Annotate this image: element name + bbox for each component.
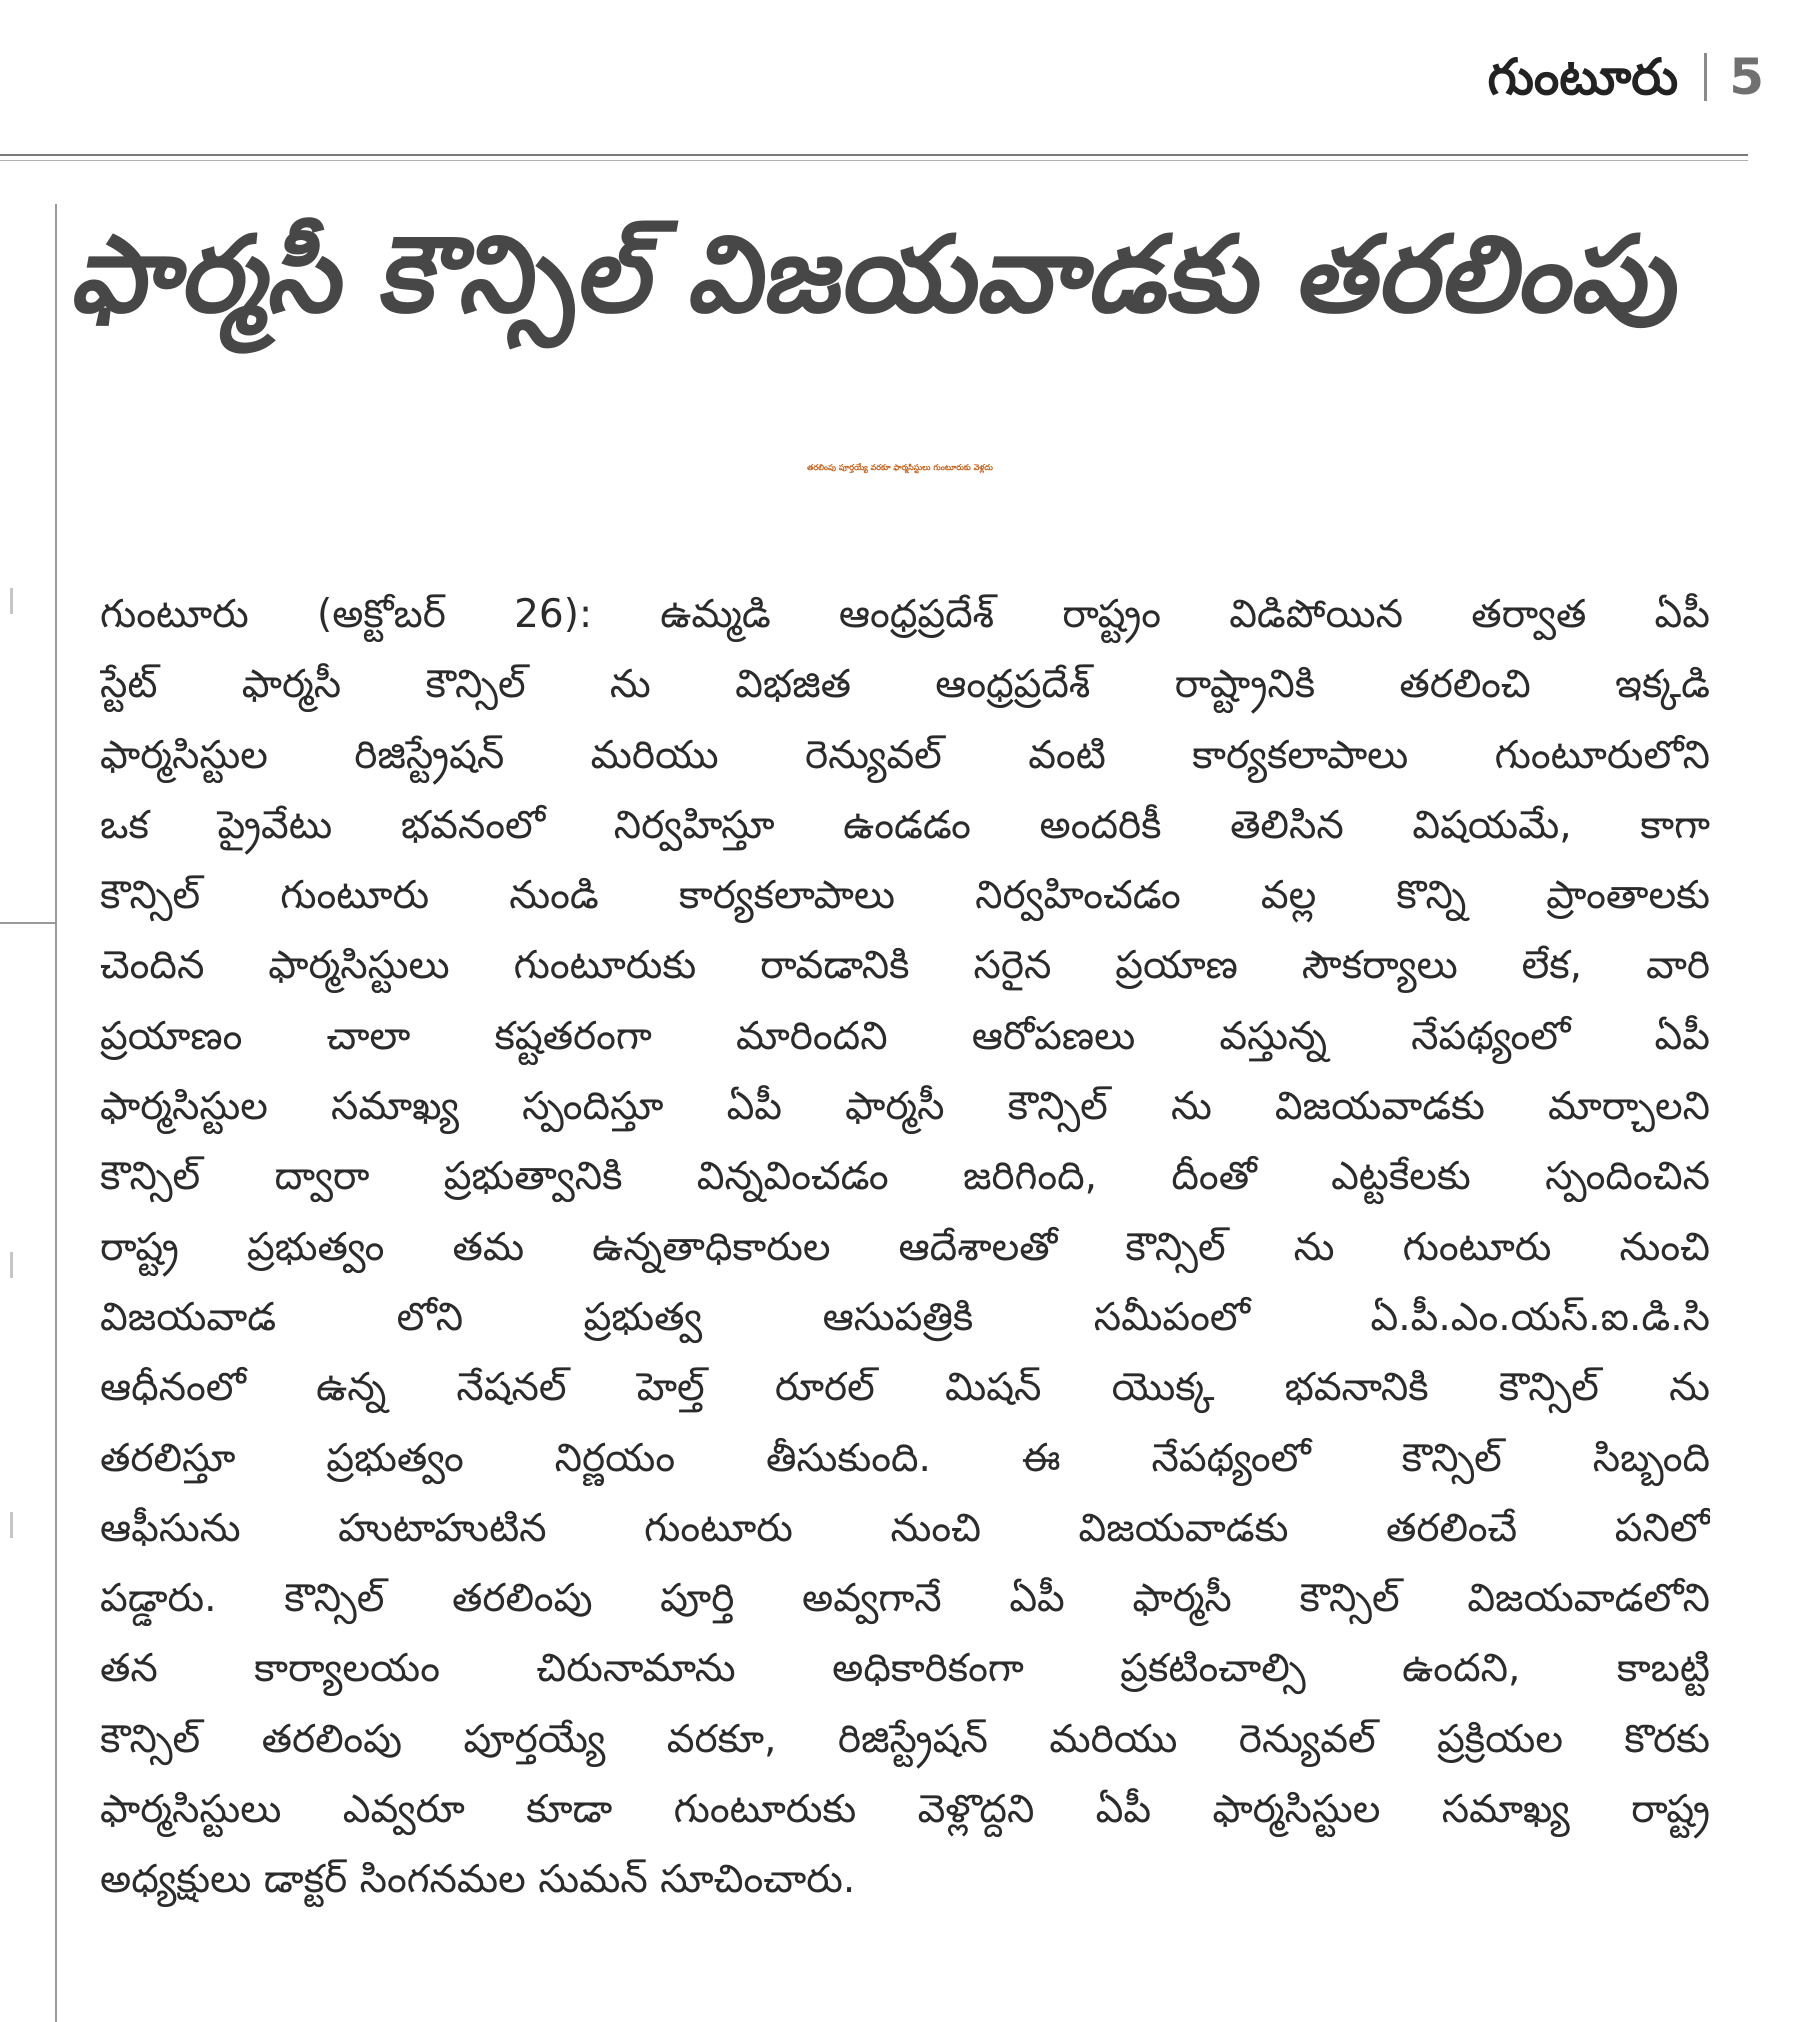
column-stub-rule	[0, 922, 56, 924]
article-body-line: స్టేట్ ఫార్మసీ కౌన్సిల్ ను విభజిత ఆంధ్రప్రదేశ్ రాష్ట్రానికి తరలించి ఇక్కడి	[100, 662, 1710, 708]
article-body-line: పడ్డారు. కౌన్సిల్ తరలింపు పూర్తి అవ్వగానే ఏపీ ఫార్మసీ కౌన్సిల్ విజయవాడలోని	[100, 1576, 1710, 1622]
article-body	[100, 580, 1710, 1916]
article-body-line: ఫార్మసిస్టుల సమాఖ్య స్పందిస్తూ ఏపీ ఫార్మసీ కౌన్సిల్ ను విజయవాడకు మార్చాలని	[100, 1084, 1710, 1130]
article-body-line: గుంటూరు (అక్టోబర్ 26): ఉమ్మడి ఆంధ్రప్రదేశ్ రాష్ట్రం విడిపోయిన తర్వాత ఏపీ	[100, 592, 1710, 637]
article-body-line: ఫార్మసిస్టుల రిజిస్ట్రేషన్ మరియు రెన్యువల్ వంటి కార్యకలాపాలు గుంటూరులోని	[100, 732, 1710, 778]
adjacent-column-mark	[10, 1252, 13, 1278]
section-name: గుంటూరు	[1487, 48, 1679, 106]
article-subheadline: తరలింపు పూర్తయ్యే వరకూ ఫార్మసిస్టులు గుంటూరుకు వెళ్లదు	[807, 463, 993, 472]
article-headline: ఫార్మసీ కౌన్సిల్ విజయవాడకు తరలింపు	[66, 213, 1694, 336]
article-body-line: ఆధీనంలో ఉన్న నేషనల్ హెల్త్ రూరల్ మిషన్ యొక్క భవనానికి కౌన్సిల్ ను	[100, 1365, 1710, 1411]
article-body-line: చెందిన ఫార్మసిస్టులు గుంటూరుకు రావడానికి సరైన ప్రయాణ సౌకర్యాలు లేక, వారి	[100, 943, 1710, 989]
article-body-line: ఆఫీసును హుటాహుటిన గుంటూరు నుంచి విజయవాడకు తరలించే పనిలో	[100, 1505, 1710, 1551]
top-rule	[0, 154, 1748, 156]
article-body-line: విజయవాడ లోని ప్రభుత్వ ఆసుపత్రికి సమీపంలో ఏ.పీ.ఎం.యస్.ఐ.డి.సి	[100, 1294, 1710, 1340]
article-body-line: ఒక ప్రైవేటు భవనంలో నిర్వహిస్తూ ఉండడం అందరికీ తెలిసిన విషయమే, కాగా	[100, 802, 1710, 848]
adjacent-column-mark	[10, 588, 13, 614]
page-header	[1487, 42, 1764, 112]
article-body-line: కౌన్సిల్ గుంటూరు నుండి కార్యకలాపాలు నిర్వహించడం వల్ల కొన్ని ప్రాంతాలకు	[100, 873, 1710, 919]
article-body-line: తరలిస్తూ ప్రభుత్వం నిర్ణయం తీసుకుంది. ఈ నేపథ్యంలో కౌన్సిల్ సిబ్బంది	[100, 1435, 1710, 1481]
top-rule-secondary	[0, 160, 1748, 161]
article-body-line: కౌన్సిల్ తరలింపు పూర్తయ్యే వరకూ, రిజిస్ట్రేషన్ మరియు రెన్యువల్ ప్రక్రియల కొరకు	[100, 1716, 1710, 1762]
adjacent-column-mark	[10, 1512, 13, 1538]
article-body-line: అధ్యక్షులు డాక్టర్ సింగనమల సుమన్ సూచించారు.	[100, 1857, 856, 1903]
header-divider	[1704, 53, 1707, 101]
article-body-line: రాష్ట్ర ప్రభుత్వం తమ ఉన్నతాధికారుల ఆదేశాలతో కౌన్సిల్ ను గుంటూరు నుంచి	[100, 1224, 1710, 1270]
article-body-line: ప్రయాణం చాలా కష్టతరంగా మారిందని ఆరోపణలు వస్తున్న నేపథ్యంలో ఏపీ	[100, 1013, 1710, 1059]
page-number: 5	[1729, 48, 1764, 106]
article-body-line: కౌన్సిల్ ద్వారా ప్రభుత్వానికి విన్నవించడం జరిగింది, దీంతో ఎట్టకేలకు స్పందించిన	[100, 1154, 1710, 1200]
article-body-line: ఫార్మసిస్టులు ఎవ్వరూ కూడా గుంటూరుకు వెళ్లొద్దని ఏపీ ఫార్మసిస్టుల సమాఖ్య రాష్ట్ర	[100, 1787, 1710, 1833]
article-body-line: తన కార్యాలయం చిరునామాను అధికారికంగా ప్రకటించాల్సి ఉందని, కాబట్టి	[100, 1646, 1710, 1692]
